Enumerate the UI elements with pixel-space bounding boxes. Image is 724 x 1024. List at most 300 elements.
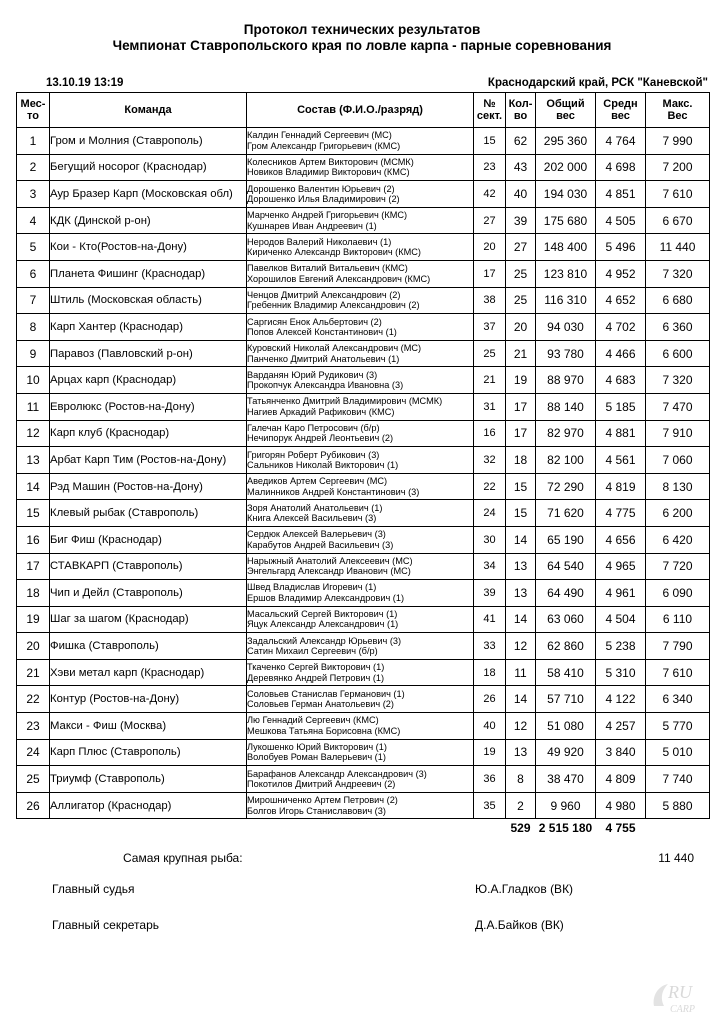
avg-weight-cell: 4 652 bbox=[596, 287, 646, 314]
member-1: Калдин Геннадий Сергеевич (МС) bbox=[247, 130, 392, 141]
table-header-row bbox=[17, 93, 710, 128]
table-row bbox=[17, 580, 710, 607]
member-1: Неродов Валерий Николаевич (1) bbox=[247, 236, 392, 247]
total-weight-cell: 202 000 bbox=[536, 154, 596, 181]
rucarp-watermark-logo bbox=[648, 976, 710, 1016]
count-cell: 15 bbox=[506, 473, 536, 500]
members-cell bbox=[247, 287, 474, 314]
members-cell bbox=[247, 792, 474, 819]
max-weight-cell: 6 420 bbox=[646, 526, 710, 553]
place-cell: 13 bbox=[17, 447, 50, 474]
members-cell bbox=[247, 420, 474, 447]
total-weight-cell: 38 470 bbox=[536, 766, 596, 793]
member-2: Ершов Владимир Александрович (1) bbox=[247, 592, 405, 603]
avg-weight-cell: 5 238 bbox=[596, 633, 646, 660]
table-row bbox=[17, 792, 710, 819]
team-cell: Аллигатор (Краснодар) bbox=[50, 792, 247, 819]
avg-weight-cell: 3 840 bbox=[596, 739, 646, 766]
member-1: Лукошенко Юрий Викторович (1) bbox=[247, 742, 387, 753]
member-1: Павелков Виталий Витальевич (КМС) bbox=[247, 263, 408, 274]
avg-weight-cell: 4 881 bbox=[596, 420, 646, 447]
total-weight-cell: 49 920 bbox=[536, 739, 596, 766]
member-2: Волобуев Роман Валерьевич (1) bbox=[247, 752, 386, 763]
col-header-max: Макс. Вес bbox=[646, 93, 710, 128]
total-weight-cell: 51 080 bbox=[536, 713, 596, 740]
member-1: Масальский Сергей Викторович (1) bbox=[247, 609, 398, 620]
max-weight-cell: 6 090 bbox=[646, 580, 710, 607]
sector-cell: 24 bbox=[474, 500, 506, 527]
team-cell: Гром и Молния (Ставрополь) bbox=[50, 128, 247, 155]
max-weight-cell: 6 600 bbox=[646, 340, 710, 367]
table-row bbox=[17, 154, 710, 181]
place-cell: 5 bbox=[17, 234, 50, 261]
count-cell: 13 bbox=[506, 553, 536, 580]
table-row bbox=[17, 393, 710, 420]
avg-weight-cell: 4 980 bbox=[596, 792, 646, 819]
max-weight-cell: 8 130 bbox=[646, 473, 710, 500]
members-cell bbox=[247, 128, 474, 155]
sector-cell: 30 bbox=[474, 526, 506, 553]
sector-cell: 31 bbox=[474, 393, 506, 420]
col-header-count: Кол- во bbox=[506, 93, 536, 128]
max-weight-cell: 5 770 bbox=[646, 713, 710, 740]
sector-cell: 33 bbox=[474, 633, 506, 660]
total-weight-cell: 65 190 bbox=[536, 526, 596, 553]
table-row bbox=[17, 713, 710, 740]
count-cell: 17 bbox=[506, 420, 536, 447]
sector-cell: 23 bbox=[474, 154, 506, 181]
sector-cell: 25 bbox=[474, 340, 506, 367]
sector-cell: 21 bbox=[474, 367, 506, 394]
count-cell: 15 bbox=[506, 500, 536, 527]
total-avg-weight: 4 755 bbox=[605, 820, 636, 835]
place-cell: 18 bbox=[17, 580, 50, 607]
table-row bbox=[17, 234, 710, 261]
members-cell bbox=[247, 154, 474, 181]
avg-weight-cell: 4 683 bbox=[596, 367, 646, 394]
count-cell: 8 bbox=[506, 766, 536, 793]
max-weight-cell: 6 670 bbox=[646, 207, 710, 234]
total-weight-cell: 82 970 bbox=[536, 420, 596, 447]
members-cell bbox=[247, 659, 474, 686]
place-cell: 6 bbox=[17, 260, 50, 287]
members-cell bbox=[247, 500, 474, 527]
avg-weight-cell: 4 466 bbox=[596, 340, 646, 367]
team-cell: Хэви метал карп (Краснодар) bbox=[50, 659, 247, 686]
member-2: Мешкова Татьяна Борисовна (КМС) bbox=[247, 725, 401, 736]
avg-weight-cell: 4 561 bbox=[596, 447, 646, 474]
chief-judge-name: Ю.А.Гладков (ВК) bbox=[475, 882, 574, 896]
sector-cell: 19 bbox=[474, 739, 506, 766]
table-row bbox=[17, 659, 710, 686]
place-cell: 16 bbox=[17, 526, 50, 553]
total-weight-cell: 82 100 bbox=[536, 447, 596, 474]
document-subtitle: Чемпионат Ставропольского края по ловле карпа - парные соревнования bbox=[112, 38, 612, 53]
member-1: Григорян Роберт Рубикович (3) bbox=[247, 449, 380, 460]
members-cell bbox=[247, 553, 474, 580]
sector-cell: 20 bbox=[474, 234, 506, 261]
place-cell: 10 bbox=[17, 367, 50, 394]
table-row bbox=[17, 739, 710, 766]
total-weight-cell: 57 710 bbox=[536, 686, 596, 713]
team-cell: Рэд Машин (Ростов-на-Дону) bbox=[50, 473, 247, 500]
count-cell: 19 bbox=[506, 367, 536, 394]
count-cell: 18 bbox=[506, 447, 536, 474]
avg-weight-cell: 4 702 bbox=[596, 314, 646, 341]
team-cell: Шаг за шагом (Краснодар) bbox=[50, 606, 247, 633]
member-1: Барафанов Александр Александрович (3) bbox=[247, 768, 427, 779]
count-cell: 21 bbox=[506, 340, 536, 367]
max-weight-cell: 7 720 bbox=[646, 553, 710, 580]
avg-weight-cell: 4 952 bbox=[596, 260, 646, 287]
member-2: Прокопчук Александра Ивановна (3) bbox=[247, 380, 404, 391]
col-header-sector: № сект. bbox=[474, 93, 506, 128]
sector-cell: 38 bbox=[474, 287, 506, 314]
member-2: Попов Алексей Константинович (1) bbox=[247, 326, 397, 337]
chief-judge-label: Главный судья bbox=[52, 882, 135, 896]
member-1: Колесников Артем Викторович (МСМК) bbox=[247, 156, 414, 167]
sector-cell: 37 bbox=[474, 314, 506, 341]
max-weight-cell: 5 010 bbox=[646, 739, 710, 766]
members-cell bbox=[247, 739, 474, 766]
team-cell: Триумф (Ставрополь) bbox=[50, 766, 247, 793]
max-weight-cell: 7 990 bbox=[646, 128, 710, 155]
max-weight-cell: 6 110 bbox=[646, 606, 710, 633]
place-cell: 26 bbox=[17, 792, 50, 819]
members-cell bbox=[247, 260, 474, 287]
total-weight-cell: 94 030 bbox=[536, 314, 596, 341]
member-2: Болгов Игорь Станиславович (3) bbox=[247, 805, 386, 816]
total-weight-cell: 88 140 bbox=[536, 393, 596, 420]
table-row bbox=[17, 500, 710, 527]
members-cell bbox=[247, 580, 474, 607]
sector-cell: 32 bbox=[474, 447, 506, 474]
avg-weight-cell: 5 185 bbox=[596, 393, 646, 420]
team-cell: Фишка (Ставрополь) bbox=[50, 633, 247, 660]
col-header-avg: Средн вес bbox=[596, 93, 646, 128]
total-weight-cell: 62 860 bbox=[536, 633, 596, 660]
table-row bbox=[17, 314, 710, 341]
avg-weight-cell: 4 257 bbox=[596, 713, 646, 740]
team-cell: Штиль (Московская область) bbox=[50, 287, 247, 314]
member-1: Лю Геннадий Сергеевич (КМС) bbox=[247, 715, 379, 726]
count-cell: 13 bbox=[506, 739, 536, 766]
place-cell: 12 bbox=[17, 420, 50, 447]
table-row bbox=[17, 473, 710, 500]
total-weight-cell: 63 060 bbox=[536, 606, 596, 633]
count-cell: 27 bbox=[506, 234, 536, 261]
avg-weight-cell: 4 122 bbox=[596, 686, 646, 713]
member-2: Кушнарев Иван Андреевич (1) bbox=[247, 220, 377, 231]
table-row bbox=[17, 633, 710, 660]
count-cell: 40 bbox=[506, 181, 536, 208]
members-cell bbox=[247, 447, 474, 474]
member-2: Нечипорук Андрей Леонтьевич (2) bbox=[247, 433, 394, 444]
avg-weight-cell: 5 496 bbox=[596, 234, 646, 261]
place-cell: 24 bbox=[17, 739, 50, 766]
totals-row bbox=[17, 819, 710, 837]
max-weight-cell: 7 320 bbox=[646, 260, 710, 287]
max-weight-cell: 6 200 bbox=[646, 500, 710, 527]
table-row bbox=[17, 207, 710, 234]
member-2: Кириченко Александр Викторович (КМС) bbox=[247, 247, 421, 258]
total-weight: 2 515 180 bbox=[538, 820, 593, 835]
team-cell: Аур Бразер Карп (Московская обл) bbox=[50, 181, 247, 208]
max-weight-cell: 6 680 bbox=[646, 287, 710, 314]
max-weight-cell: 5 880 bbox=[646, 792, 710, 819]
team-cell: Клевый рыбак (Ставрополь) bbox=[50, 500, 247, 527]
member-2: Гребенник Владимир Александрович (2) bbox=[247, 300, 420, 311]
place-cell: 20 bbox=[17, 633, 50, 660]
members-cell bbox=[247, 367, 474, 394]
member-1: Зоря Анатолий Анатольевич (1) bbox=[247, 502, 383, 513]
member-2: Дорошенко Илья Владимирович (2) bbox=[247, 193, 400, 204]
col-header-members: Состав (Ф.И.О./разряд) bbox=[247, 93, 474, 128]
count-cell: 11 bbox=[506, 659, 536, 686]
max-weight-cell: 6 360 bbox=[646, 314, 710, 341]
sector-cell: 18 bbox=[474, 659, 506, 686]
avg-weight-cell: 5 310 bbox=[596, 659, 646, 686]
avg-weight-cell: 4 656 bbox=[596, 526, 646, 553]
member-2: Малинников Андрей Константинович (3) bbox=[247, 486, 420, 497]
sector-cell: 34 bbox=[474, 553, 506, 580]
member-2: Хорошилов Евгений Александрович (КМС) bbox=[247, 273, 431, 284]
member-2: Покотилов Дмитрий Андреевич (2) bbox=[247, 779, 396, 790]
total-weight-cell: 194 030 bbox=[536, 181, 596, 208]
place-cell: 9 bbox=[17, 340, 50, 367]
col-header-place: Мес- то bbox=[17, 93, 50, 128]
sector-cell: 17 bbox=[474, 260, 506, 287]
count-cell: 39 bbox=[506, 207, 536, 234]
chief-secretary-name: Д.А.Байков (ВК) bbox=[475, 918, 564, 932]
sector-cell: 16 bbox=[474, 420, 506, 447]
member-1: Швед Владислав Игоревич (1) bbox=[247, 582, 377, 593]
max-weight-cell: 7 470 bbox=[646, 393, 710, 420]
count-cell: 12 bbox=[506, 633, 536, 660]
total-weight-cell: 9 960 bbox=[536, 792, 596, 819]
members-cell bbox=[247, 314, 474, 341]
total-weight-cell: 295 360 bbox=[536, 128, 596, 155]
team-cell: Макси - Фиш (Москва) bbox=[50, 713, 247, 740]
table-row bbox=[17, 420, 710, 447]
max-weight-cell: 7 320 bbox=[646, 367, 710, 394]
sector-cell: 40 bbox=[474, 713, 506, 740]
document-title: Протокол технических результатов bbox=[243, 22, 481, 37]
table-row bbox=[17, 606, 710, 633]
team-cell: Планета Фишинг (Краснодар) bbox=[50, 260, 247, 287]
place-cell: 22 bbox=[17, 686, 50, 713]
place-cell: 23 bbox=[17, 713, 50, 740]
avg-weight-cell: 4 505 bbox=[596, 207, 646, 234]
avg-weight-cell: 4 504 bbox=[596, 606, 646, 633]
total-weight-cell: 148 400 bbox=[536, 234, 596, 261]
members-cell bbox=[247, 766, 474, 793]
member-1: Соловьев Станислав Германович (1) bbox=[247, 688, 405, 699]
avg-weight-cell: 4 764 bbox=[596, 128, 646, 155]
member-2: Соловьев Герман Анатольевич (2) bbox=[247, 699, 394, 710]
sector-cell: 27 bbox=[474, 207, 506, 234]
total-count: 529 bbox=[510, 820, 531, 835]
total-weight-cell: 88 970 bbox=[536, 367, 596, 394]
member-1: Сердюк Алексей Валерьевич (3) bbox=[247, 529, 386, 540]
total-weight-cell: 64 540 bbox=[536, 553, 596, 580]
count-cell: 25 bbox=[506, 287, 536, 314]
member-1: Ченцов Дмитрий Александрович (2) bbox=[247, 289, 401, 300]
avg-weight-cell: 4 851 bbox=[596, 181, 646, 208]
sector-cell: 41 bbox=[474, 606, 506, 633]
table-row bbox=[17, 287, 710, 314]
date-time: 13.10.19 13:19 bbox=[46, 77, 124, 89]
member-1: Марченко Андрей Григорьевич (КМС) bbox=[247, 210, 408, 221]
avg-weight-cell: 4 809 bbox=[596, 766, 646, 793]
members-cell bbox=[247, 526, 474, 553]
place-cell: 11 bbox=[17, 393, 50, 420]
place-cell: 17 bbox=[17, 553, 50, 580]
table-row bbox=[17, 766, 710, 793]
table-row bbox=[17, 553, 710, 580]
count-cell: 25 bbox=[506, 260, 536, 287]
place-cell: 1 bbox=[17, 128, 50, 155]
members-cell bbox=[247, 473, 474, 500]
table-row bbox=[17, 367, 710, 394]
avg-weight-cell: 4 698 bbox=[596, 154, 646, 181]
max-weight-cell: 7 790 bbox=[646, 633, 710, 660]
col-header-total: Общий вес bbox=[536, 93, 596, 128]
avg-weight-cell: 4 965 bbox=[596, 553, 646, 580]
team-cell: Карп Плюс (Ставрополь) bbox=[50, 739, 247, 766]
member-2: Нагиев Аркадий Рафикович (КМС) bbox=[247, 406, 395, 417]
team-cell: Биг Фиш (Краснодар) bbox=[50, 526, 247, 553]
place-cell: 15 bbox=[17, 500, 50, 527]
member-2: Гром Александр Григорьевич (КМС) bbox=[247, 140, 401, 151]
team-cell: Бегущий носорог (Краснодар) bbox=[50, 154, 247, 181]
members-cell bbox=[247, 606, 474, 633]
member-1: Нарыжный Анатолий Алексеевич (МС) bbox=[247, 555, 413, 566]
max-weight-cell: 6 340 bbox=[646, 686, 710, 713]
total-weight-cell: 64 490 bbox=[536, 580, 596, 607]
svg-text:CARP: CARP bbox=[670, 1004, 695, 1015]
table-row bbox=[17, 181, 710, 208]
member-1: Ткаченко Сергей Викторович (1) bbox=[247, 662, 385, 673]
place-cell: 25 bbox=[17, 766, 50, 793]
members-cell bbox=[247, 713, 474, 740]
results-table bbox=[16, 92, 710, 836]
chief-secretary-label: Главный секретарь bbox=[52, 918, 159, 932]
biggest-fish-label: Самая крупная рыба: bbox=[123, 851, 243, 865]
count-cell: 13 bbox=[506, 580, 536, 607]
total-weight-cell: 175 680 bbox=[536, 207, 596, 234]
total-weight-cell: 58 410 bbox=[536, 659, 596, 686]
team-cell: КДК (Динской р-он) bbox=[50, 207, 247, 234]
total-weight-cell: 123 810 bbox=[536, 260, 596, 287]
count-cell: 14 bbox=[506, 526, 536, 553]
sector-cell: 22 bbox=[474, 473, 506, 500]
table-row bbox=[17, 526, 710, 553]
team-cell: Чип и Дейл (Ставрополь) bbox=[50, 580, 247, 607]
team-cell: Арбат Карп Тим (Ростов-на-Дону) bbox=[50, 447, 247, 474]
place-cell: 8 bbox=[17, 314, 50, 341]
sector-cell: 36 bbox=[474, 766, 506, 793]
place-cell: 7 bbox=[17, 287, 50, 314]
team-cell: Кои - Кто(Ростов-на-Дону) bbox=[50, 234, 247, 261]
team-cell: СТАВКАРП (Ставрополь) bbox=[50, 553, 247, 580]
max-weight-cell: 7 910 bbox=[646, 420, 710, 447]
member-2: Сальников Николай Викторович (1) bbox=[247, 459, 399, 470]
sector-cell: 42 bbox=[474, 181, 506, 208]
member-1: Дорошенко Валентин Юрьевич (2) bbox=[247, 183, 395, 194]
member-1: Аведиков Артем Сергеевич (МС) bbox=[247, 476, 388, 487]
count-cell: 62 bbox=[506, 128, 536, 155]
sector-cell: 39 bbox=[474, 580, 506, 607]
team-cell: Арцах карп (Краснодар) bbox=[50, 367, 247, 394]
count-cell: 14 bbox=[506, 686, 536, 713]
member-1: Саргисян Енок Альбертович (2) bbox=[247, 316, 382, 327]
member-2: Новиков Владимир Викторович (КМС) bbox=[247, 167, 410, 178]
members-cell bbox=[247, 633, 474, 660]
biggest-fish-value: 11 440 bbox=[658, 851, 694, 865]
avg-weight-cell: 4 961 bbox=[596, 580, 646, 607]
member-1: Татьянченко Дмитрий Владимирович (МСМК) bbox=[247, 396, 443, 407]
member-1: Куровский Николай Александрович (МС) bbox=[247, 343, 422, 354]
avg-weight-cell: 4 819 bbox=[596, 473, 646, 500]
col-header-team: Команда bbox=[50, 93, 247, 128]
table-row bbox=[17, 447, 710, 474]
member-1: Задальский Александр Юрьевич (3) bbox=[247, 635, 402, 646]
members-cell bbox=[247, 686, 474, 713]
members-cell bbox=[247, 207, 474, 234]
sector-cell: 35 bbox=[474, 792, 506, 819]
table-row bbox=[17, 260, 710, 287]
svg-text:RU: RU bbox=[668, 982, 692, 1002]
count-cell: 43 bbox=[506, 154, 536, 181]
place-cell: 3 bbox=[17, 181, 50, 208]
members-cell bbox=[247, 340, 474, 367]
max-weight-cell: 7 060 bbox=[646, 447, 710, 474]
table-row bbox=[17, 686, 710, 713]
team-cell: Паравоз (Павловский р-он) bbox=[50, 340, 247, 367]
place-cell: 21 bbox=[17, 659, 50, 686]
table-row bbox=[17, 128, 710, 155]
place-cell: 19 bbox=[17, 606, 50, 633]
venue: Краснодарский край, РСК "Каневской" bbox=[487, 77, 708, 89]
member-2: Яцук Александр Александрович (1) bbox=[247, 619, 399, 630]
member-2: Деревянко Андрей Петрович (1) bbox=[247, 672, 385, 683]
total-weight-cell: 71 620 bbox=[536, 500, 596, 527]
count-cell: 2 bbox=[506, 792, 536, 819]
team-cell: Контур (Ростов-на-Дону) bbox=[50, 686, 247, 713]
count-cell: 12 bbox=[506, 713, 536, 740]
table-row bbox=[17, 340, 710, 367]
member-1: Варданян Юрий Рудикович (3) bbox=[247, 369, 378, 380]
member-2: Энгельгард Александр Иванович (МС) bbox=[247, 566, 411, 577]
max-weight-cell: 7 740 bbox=[646, 766, 710, 793]
member-1: Мирошниченко Артем Петрович (2) bbox=[247, 795, 398, 806]
place-cell: 4 bbox=[17, 207, 50, 234]
members-cell bbox=[247, 181, 474, 208]
members-cell bbox=[247, 393, 474, 420]
max-weight-cell: 7 610 bbox=[646, 659, 710, 686]
member-2: Сатин Михаил Сергеевич (б/р) bbox=[247, 646, 378, 657]
member-2: Панченко Дмитрий Анатольевич (1) bbox=[247, 353, 400, 364]
count-cell: 20 bbox=[506, 314, 536, 341]
total-weight-cell: 72 290 bbox=[536, 473, 596, 500]
count-cell: 14 bbox=[506, 606, 536, 633]
max-weight-cell: 7 610 bbox=[646, 181, 710, 208]
place-cell: 14 bbox=[17, 473, 50, 500]
total-weight-cell: 93 780 bbox=[536, 340, 596, 367]
avg-weight-cell: 4 775 bbox=[596, 500, 646, 527]
count-cell: 17 bbox=[506, 393, 536, 420]
